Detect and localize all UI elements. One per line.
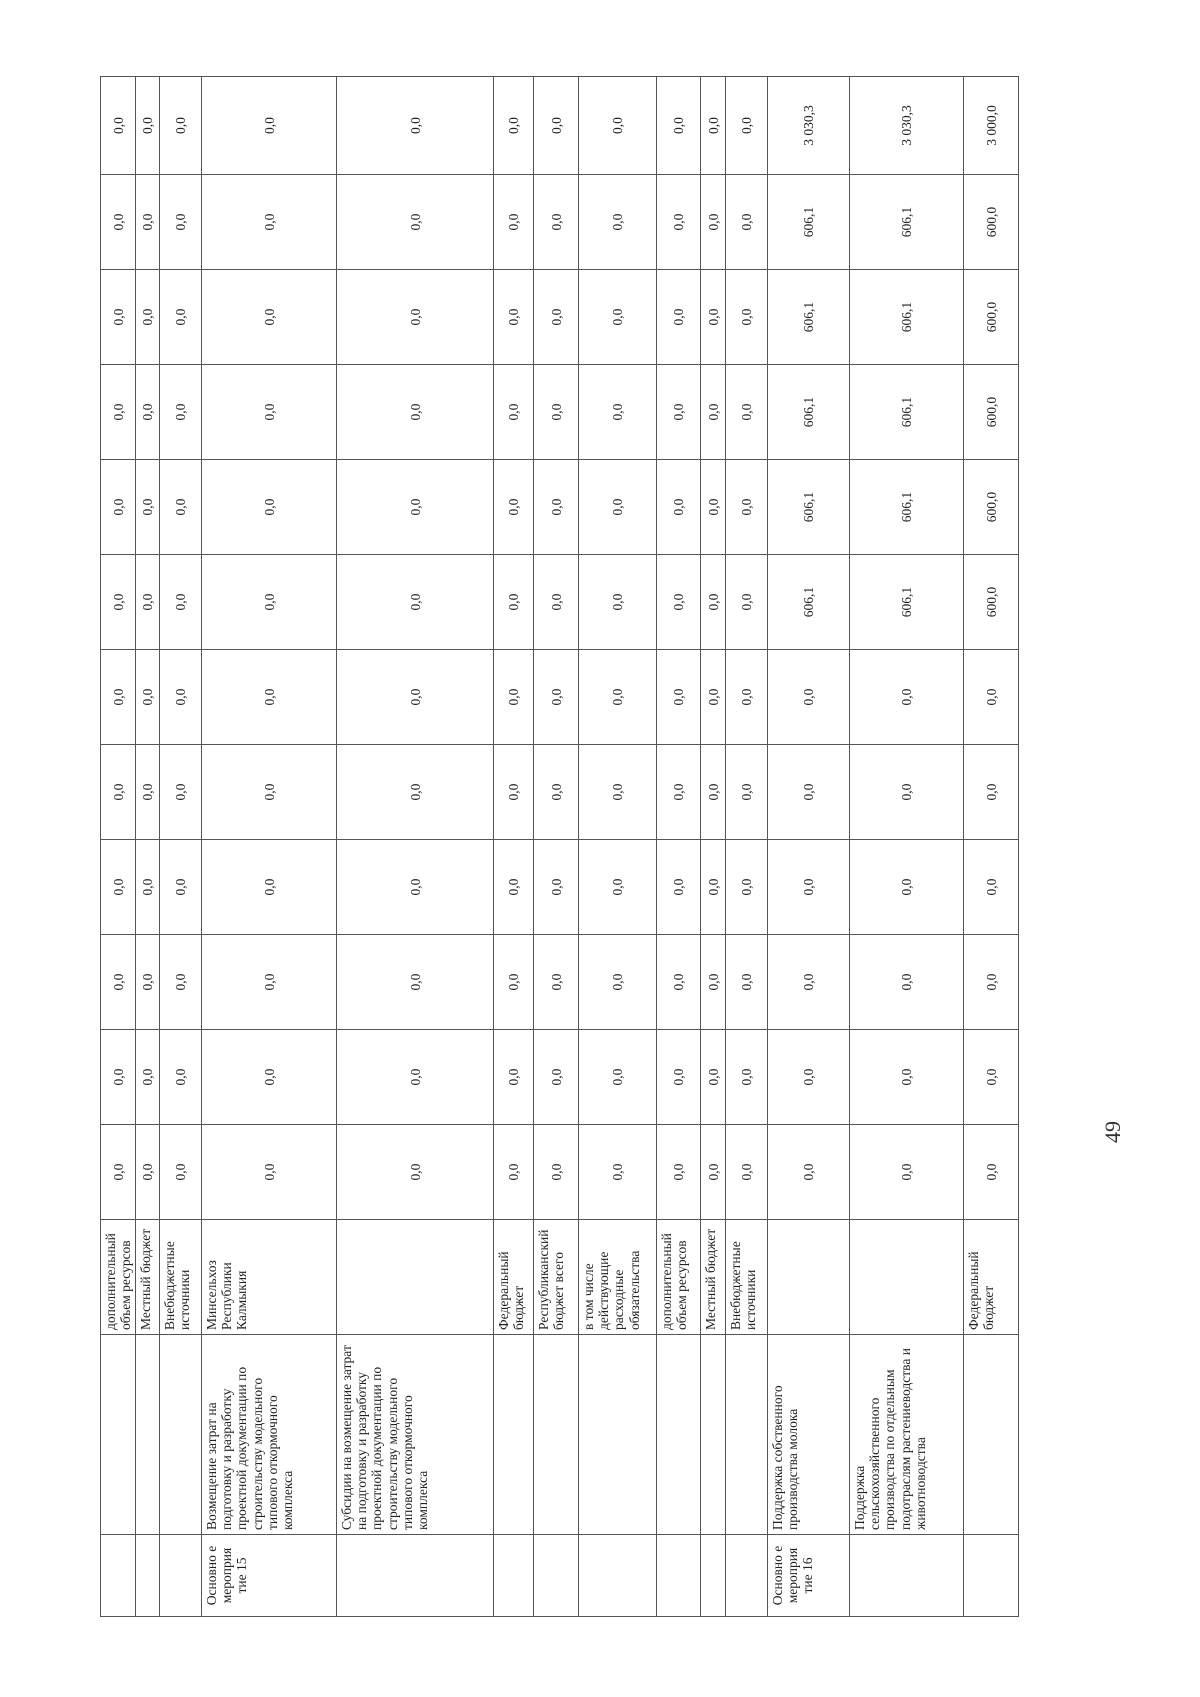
value-cell: 0,0 — [726, 460, 768, 555]
value-cell: 0,0 — [726, 175, 768, 270]
value-cell: 600,0 — [964, 460, 1019, 555]
value-cell: 0,0 — [202, 460, 337, 555]
value-cell: 0,0 — [534, 1030, 579, 1125]
funding-source-cell: дополнительный объем ресурсов — [657, 1220, 701, 1335]
measure-name-cell — [579, 1335, 657, 1535]
value-cell: 0,0 — [160, 365, 202, 460]
value-cell: 0,0 — [657, 270, 701, 365]
value-cell: 0,0 — [657, 1030, 701, 1125]
value-cell: 0,0 — [579, 365, 657, 460]
value-cell: 0,0 — [160, 650, 202, 745]
value-cell: 0,0 — [701, 365, 726, 460]
value-cell: 606,1 — [768, 365, 850, 460]
value-cell: 0,0 — [701, 650, 726, 745]
value-cell: 0,0 — [136, 77, 160, 175]
value-cell: 0,0 — [726, 77, 768, 175]
value-cell: 0,0 — [337, 745, 494, 840]
value-cell: 0,0 — [202, 555, 337, 650]
value-cell: 0,0 — [494, 650, 534, 745]
measure-name-cell — [534, 1335, 579, 1535]
value-cell: 0,0 — [964, 1030, 1019, 1125]
table-row — [202, 77, 337, 1617]
value-cell: 0,0 — [160, 77, 202, 175]
value-cell: 0,0 — [337, 555, 494, 650]
value-cell: 0,0 — [337, 77, 494, 175]
value-cell: 0,0 — [160, 935, 202, 1030]
value-cell: 0,0 — [579, 555, 657, 650]
value-cell: 0,0 — [337, 1125, 494, 1220]
measure-cell: Основно е мероприя тие 15 — [202, 1535, 337, 1617]
rotated-table-page — [100, 82, 1015, 1617]
value-cell: 606,1 — [768, 460, 850, 555]
value-cell: 0,0 — [101, 555, 136, 650]
value-cell: 0,0 — [726, 745, 768, 840]
value-cell: 0,0 — [657, 555, 701, 650]
value-cell: 0,0 — [768, 1030, 850, 1125]
value-cell: 0,0 — [579, 1030, 657, 1125]
value-cell: 0,0 — [701, 555, 726, 650]
value-cell: 0,0 — [337, 840, 494, 935]
value-cell: 0,0 — [657, 365, 701, 460]
budget-table — [100, 76, 1019, 1617]
value-cell: 0,0 — [101, 175, 136, 270]
page-number: 49 — [1100, 1121, 1125, 1143]
table-row — [160, 77, 202, 1617]
value-cell: 0,0 — [534, 840, 579, 935]
measure-cell — [657, 1535, 701, 1617]
value-cell: 0,0 — [494, 77, 534, 175]
value-cell: 0,0 — [534, 1125, 579, 1220]
value-cell: 0,0 — [534, 270, 579, 365]
funding-source-cell: Республиканский бюджет всего — [534, 1220, 579, 1335]
measure-name-cell — [136, 1335, 160, 1535]
value-cell: 0,0 — [160, 745, 202, 840]
value-cell: 0,0 — [657, 175, 701, 270]
value-cell: 0,0 — [579, 840, 657, 935]
value-cell: 0,0 — [337, 650, 494, 745]
value-cell: 0,0 — [657, 460, 701, 555]
value-cell: 0,0 — [337, 935, 494, 1030]
measure-name-cell: Поддержка собственного производства молока — [768, 1335, 850, 1535]
measure-cell — [136, 1535, 160, 1617]
value-cell: 606,1 — [768, 555, 850, 650]
value-cell: 0,0 — [701, 175, 726, 270]
measure-name-cell — [494, 1335, 534, 1535]
value-cell: 0,0 — [726, 555, 768, 650]
value-cell: 0,0 — [101, 1125, 136, 1220]
value-cell: 0,0 — [850, 650, 964, 745]
value-cell: 0,0 — [101, 745, 136, 840]
measure-cell — [726, 1535, 768, 1617]
value-cell: 0,0 — [202, 650, 337, 745]
value-cell: 0,0 — [534, 460, 579, 555]
value-cell: 0,0 — [534, 745, 579, 840]
value-cell: 606,1 — [850, 555, 964, 650]
value-cell: 3 030,3 — [850, 77, 964, 175]
value-cell: 0,0 — [136, 1125, 160, 1220]
value-cell: 0,0 — [701, 745, 726, 840]
measure-name-cell — [964, 1335, 1019, 1535]
value-cell: 0,0 — [726, 365, 768, 460]
value-cell: 0,0 — [726, 1125, 768, 1220]
value-cell: 0,0 — [136, 270, 160, 365]
value-cell: 0,0 — [534, 650, 579, 745]
value-cell: 0,0 — [202, 1125, 337, 1220]
value-cell: 0,0 — [202, 840, 337, 935]
value-cell: 0,0 — [579, 460, 657, 555]
table-row — [726, 77, 768, 1617]
value-cell: 0,0 — [964, 840, 1019, 935]
value-cell: 0,0 — [850, 745, 964, 840]
value-cell: 0,0 — [494, 555, 534, 650]
value-cell: 0,0 — [726, 650, 768, 745]
table-body — [101, 77, 1019, 1617]
value-cell: 0,0 — [494, 270, 534, 365]
value-cell: 0,0 — [579, 1125, 657, 1220]
value-cell: 0,0 — [136, 935, 160, 1030]
value-cell: 0,0 — [657, 1125, 701, 1220]
measure-name-cell — [657, 1335, 701, 1535]
measure-name-cell — [101, 1335, 136, 1535]
value-cell: 0,0 — [337, 270, 494, 365]
value-cell: 0,0 — [701, 840, 726, 935]
value-cell: 0,0 — [136, 555, 160, 650]
funding-source-cell — [337, 1220, 494, 1335]
value-cell: 0,0 — [768, 840, 850, 935]
table-row — [494, 77, 534, 1617]
value-cell: 3 030,3 — [768, 77, 850, 175]
value-cell: 0,0 — [494, 745, 534, 840]
value-cell: 0,0 — [136, 745, 160, 840]
value-cell: 606,1 — [850, 460, 964, 555]
value-cell: 0,0 — [101, 650, 136, 745]
value-cell: 0,0 — [136, 840, 160, 935]
measure-cell: Основно е мероприя тие 16 — [768, 1535, 850, 1617]
value-cell: 0,0 — [494, 1125, 534, 1220]
table-row — [701, 77, 726, 1617]
value-cell: 606,1 — [768, 175, 850, 270]
value-cell: 0,0 — [579, 935, 657, 1030]
table-row — [768, 77, 850, 1617]
value-cell: 0,0 — [160, 840, 202, 935]
value-cell: 0,0 — [579, 745, 657, 840]
measure-cell — [101, 1535, 136, 1617]
value-cell: 0,0 — [337, 1030, 494, 1125]
value-cell: 0,0 — [136, 175, 160, 270]
value-cell: 0,0 — [101, 77, 136, 175]
value-cell: 600,0 — [964, 270, 1019, 365]
value-cell: 3 000,0 — [964, 77, 1019, 175]
value-cell: 0,0 — [768, 935, 850, 1030]
funding-source-cell: Местный бюджет — [701, 1220, 726, 1335]
value-cell: 0,0 — [202, 77, 337, 175]
value-cell: 0,0 — [701, 1125, 726, 1220]
value-cell: 0,0 — [768, 745, 850, 840]
value-cell: 0,0 — [534, 175, 579, 270]
value-cell: 0,0 — [579, 175, 657, 270]
funding-source-cell — [850, 1220, 964, 1335]
value-cell: 0,0 — [494, 840, 534, 935]
funding-source-cell — [768, 1220, 850, 1335]
measure-cell — [534, 1535, 579, 1617]
value-cell: 0,0 — [534, 935, 579, 1030]
value-cell: 0,0 — [337, 460, 494, 555]
value-cell: 0,0 — [101, 840, 136, 935]
value-cell: 0,0 — [160, 1030, 202, 1125]
value-cell: 600,0 — [964, 175, 1019, 270]
funding-source-cell: Внебюджетные источники — [726, 1220, 768, 1335]
funding-source-cell: Федеральный бюджет — [964, 1220, 1019, 1335]
value-cell: 0,0 — [202, 175, 337, 270]
value-cell: 0,0 — [579, 650, 657, 745]
value-cell: 0,0 — [701, 1030, 726, 1125]
measure-name-cell: Возмещение затрат на подготовку и разработку проектной документации по строительству модельного типового откормочного комплекса — [202, 1335, 337, 1535]
value-cell: 0,0 — [101, 935, 136, 1030]
value-cell: 0,0 — [160, 270, 202, 365]
value-cell: 0,0 — [160, 460, 202, 555]
value-cell: 0,0 — [579, 77, 657, 175]
value-cell: 0,0 — [964, 650, 1019, 745]
value-cell: 0,0 — [726, 935, 768, 1030]
value-cell: 0,0 — [494, 460, 534, 555]
value-cell: 0,0 — [964, 935, 1019, 1030]
value-cell: 0,0 — [202, 1030, 337, 1125]
funding-source-cell: Минсельхоз Республики Калмыкия — [202, 1220, 337, 1335]
table-row — [101, 77, 136, 1617]
value-cell: 0,0 — [726, 1030, 768, 1125]
measure-cell — [494, 1535, 534, 1617]
measure-cell — [850, 1535, 964, 1617]
funding-source-cell: Федеральный бюджет — [494, 1220, 534, 1335]
value-cell: 0,0 — [101, 1030, 136, 1125]
value-cell: 0,0 — [202, 935, 337, 1030]
value-cell: 0,0 — [494, 175, 534, 270]
table-row — [534, 77, 579, 1617]
value-cell: 0,0 — [202, 365, 337, 460]
value-cell: 0,0 — [701, 270, 726, 365]
value-cell: 0,0 — [657, 650, 701, 745]
value-cell: 0,0 — [850, 1125, 964, 1220]
value-cell: 0,0 — [101, 460, 136, 555]
value-cell: 0,0 — [657, 745, 701, 840]
value-cell: 606,1 — [768, 270, 850, 365]
value-cell: 0,0 — [494, 1030, 534, 1125]
measure-cell — [964, 1535, 1019, 1617]
value-cell: 0,0 — [136, 365, 160, 460]
value-cell: 0,0 — [768, 1125, 850, 1220]
funding-source-cell: дополнительный объем ресурсов — [101, 1220, 136, 1335]
value-cell: 606,1 — [850, 270, 964, 365]
value-cell: 0,0 — [768, 650, 850, 745]
value-cell: 0,0 — [136, 650, 160, 745]
value-cell: 0,0 — [494, 935, 534, 1030]
value-cell: 0,0 — [101, 270, 136, 365]
table-row — [337, 77, 494, 1617]
value-cell: 606,1 — [850, 365, 964, 460]
measure-name-cell: Субсидии на возмещение затрат на подготовку и разработку проектной документации по строительству модельного типового откормочного комплекса — [337, 1335, 494, 1535]
measure-name-cell — [726, 1335, 768, 1535]
value-cell: 0,0 — [964, 745, 1019, 840]
value-cell: 0,0 — [494, 365, 534, 460]
measure-name-cell — [160, 1335, 202, 1535]
value-cell: 0,0 — [160, 1125, 202, 1220]
value-cell: 0,0 — [160, 175, 202, 270]
value-cell: 0,0 — [701, 460, 726, 555]
value-cell: 0,0 — [202, 270, 337, 365]
measure-cell — [579, 1535, 657, 1617]
value-cell: 0,0 — [136, 1030, 160, 1125]
value-cell: 0,0 — [160, 555, 202, 650]
value-cell: 0,0 — [850, 1030, 964, 1125]
value-cell: 0,0 — [850, 935, 964, 1030]
value-cell: 0,0 — [701, 77, 726, 175]
value-cell: 0,0 — [657, 77, 701, 175]
measure-name-cell: Поддержка сельскохозяйственного производства по отдельным подотраслям растениеводства и животноводства — [850, 1335, 964, 1535]
funding-source-cell: Внебюджетные источники — [160, 1220, 202, 1335]
measure-cell — [337, 1535, 494, 1617]
value-cell: 0,0 — [534, 555, 579, 650]
measure-cell — [701, 1535, 726, 1617]
value-cell: 0,0 — [202, 745, 337, 840]
value-cell: 0,0 — [657, 840, 701, 935]
table-row — [850, 77, 964, 1617]
value-cell: 0,0 — [101, 365, 136, 460]
value-cell: 0,0 — [726, 270, 768, 365]
value-cell: 0,0 — [337, 365, 494, 460]
value-cell: 0,0 — [579, 270, 657, 365]
value-cell: 0,0 — [701, 935, 726, 1030]
value-cell: 600,0 — [964, 365, 1019, 460]
table-row — [136, 77, 160, 1617]
measure-cell — [160, 1535, 202, 1617]
value-cell: 0,0 — [850, 840, 964, 935]
value-cell: 0,0 — [534, 365, 579, 460]
value-cell: 0,0 — [964, 1125, 1019, 1220]
value-cell: 0,0 — [726, 840, 768, 935]
measure-name-cell — [701, 1335, 726, 1535]
table-row — [657, 77, 701, 1617]
value-cell: 600,0 — [964, 555, 1019, 650]
value-cell: 0,0 — [657, 935, 701, 1030]
value-cell: 0,0 — [136, 460, 160, 555]
value-cell: 0,0 — [534, 77, 579, 175]
funding-source-cell: в том числе действующие расходные обязательства — [579, 1220, 657, 1335]
table-row — [964, 77, 1019, 1617]
value-cell: 606,1 — [850, 175, 964, 270]
table-row — [579, 77, 657, 1617]
funding-source-cell: Местный бюджет — [136, 1220, 160, 1335]
value-cell: 0,0 — [337, 175, 494, 270]
